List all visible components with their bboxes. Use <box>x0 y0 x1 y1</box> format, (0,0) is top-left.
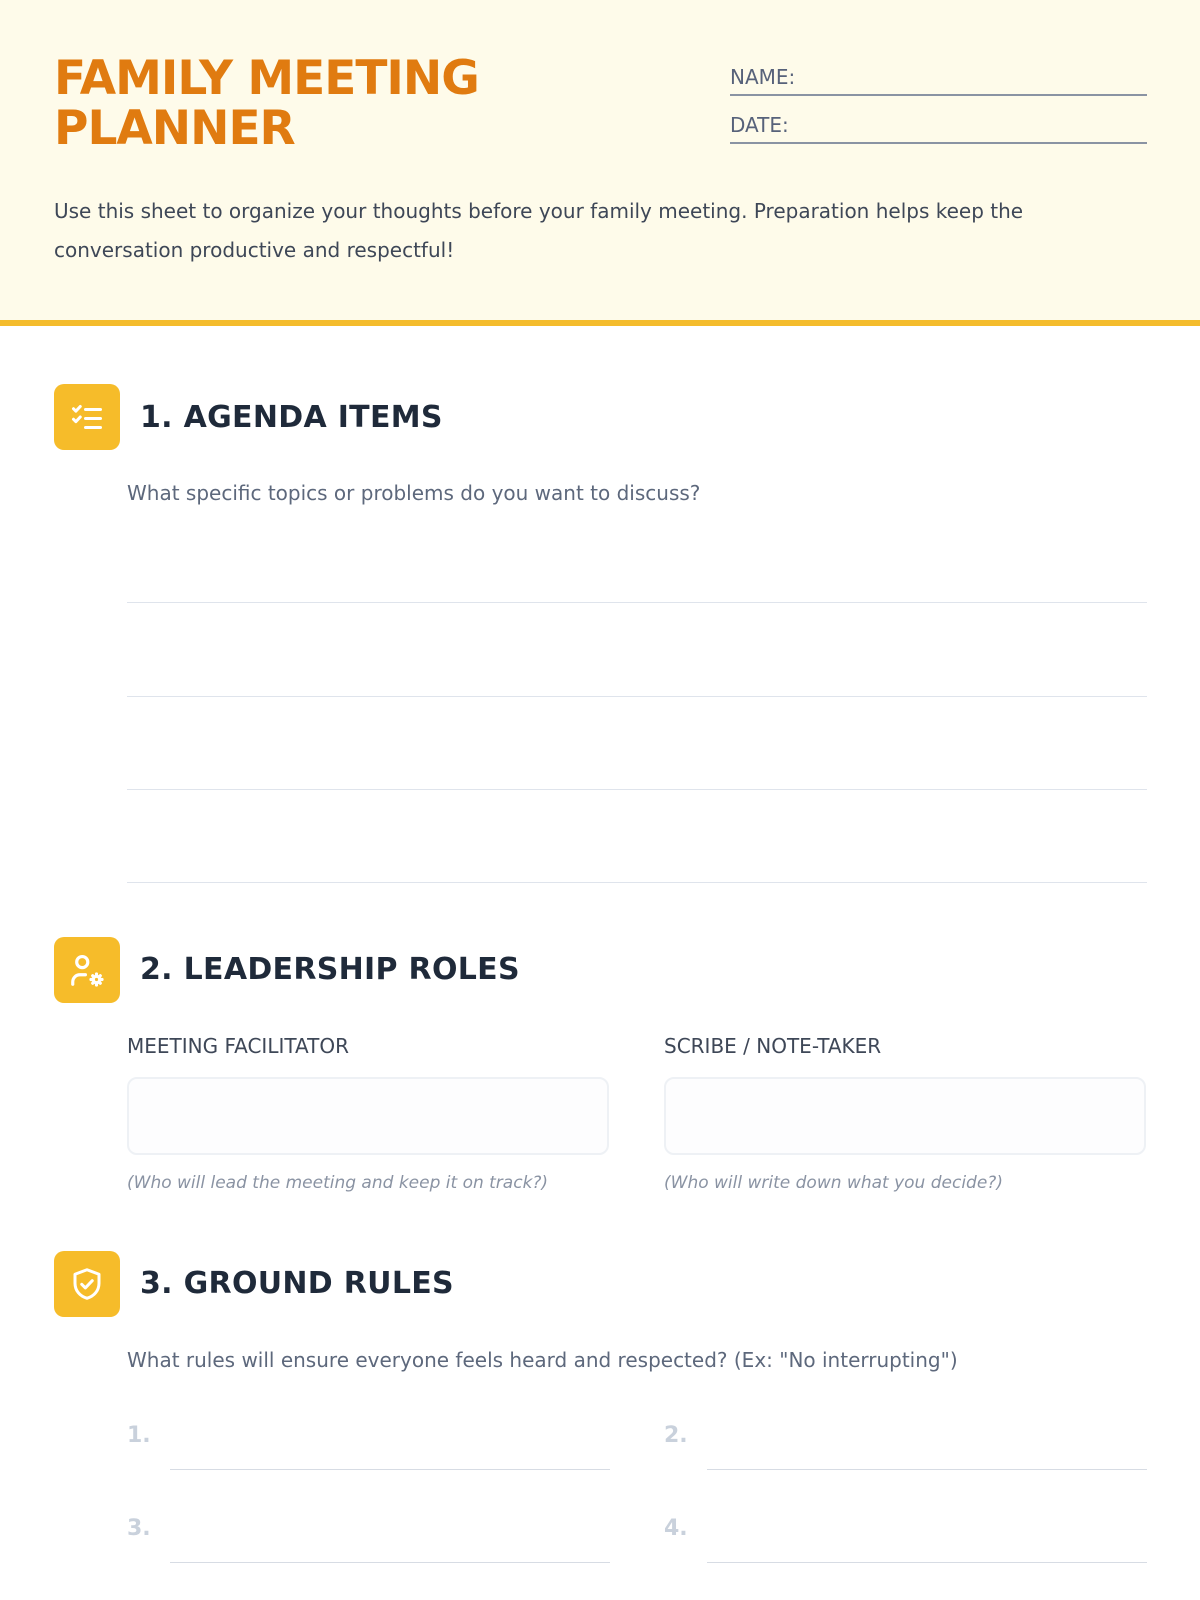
shield-check-icon <box>54 1251 120 1317</box>
rule-line[interactable] <box>707 1562 1147 1563</box>
facilitator-label: MEETING FACILITATOR <box>127 1034 350 1058</box>
checklist-icon <box>54 384 120 450</box>
name-label: NAME: <box>730 65 796 89</box>
agenda-title: 1. AGENDA ITEMS <box>140 400 443 435</box>
header <box>0 0 1200 326</box>
name-field[interactable] <box>730 62 1147 96</box>
rule-number: 3. <box>127 1516 151 1541</box>
rule-number: 1. <box>127 1423 151 1448</box>
rule-number: 2. <box>664 1423 688 1448</box>
scribe-input[interactable] <box>664 1077 1146 1155</box>
scribe-hint: (Who will write down what you decide?) <box>664 1173 1003 1193</box>
page-title: FAMILY MEETING PLANNER <box>54 51 479 156</box>
facilitator-input[interactable] <box>127 1077 609 1155</box>
rule-line[interactable] <box>170 1562 610 1563</box>
rules-prompt: What rules will ensure everyone feels heard and respected? (Ex: "No interrupting") <box>127 1348 958 1372</box>
agenda-line[interactable] <box>127 789 1147 790</box>
rule-line[interactable] <box>707 1469 1147 1470</box>
user-gear-icon <box>54 937 120 1003</box>
rules-title: 3. GROUND RULES <box>140 1266 454 1301</box>
agenda-line[interactable] <box>127 696 1147 697</box>
agenda-prompt: What specific topics or problems do you want to discuss? <box>127 481 701 505</box>
date-field[interactable] <box>730 110 1147 144</box>
facilitator-hint: (Who will lead the meeting and keep it on track?) <box>127 1173 549 1193</box>
rule-number: 4. <box>664 1516 688 1541</box>
roles-title: 2. LEADERSHIP ROLES <box>140 952 520 987</box>
date-label: DATE: <box>730 113 789 137</box>
intro-text: Use this sheet to organize your thoughts before your family meeting. Preparation helps keep the conversation productive and respectful! <box>54 199 1024 262</box>
rule-line[interactable] <box>170 1469 610 1470</box>
agenda-line[interactable] <box>127 602 1147 603</box>
agenda-line[interactable] <box>127 882 1147 883</box>
scribe-label: SCRIBE / NOTE-TAKER <box>664 1034 882 1058</box>
